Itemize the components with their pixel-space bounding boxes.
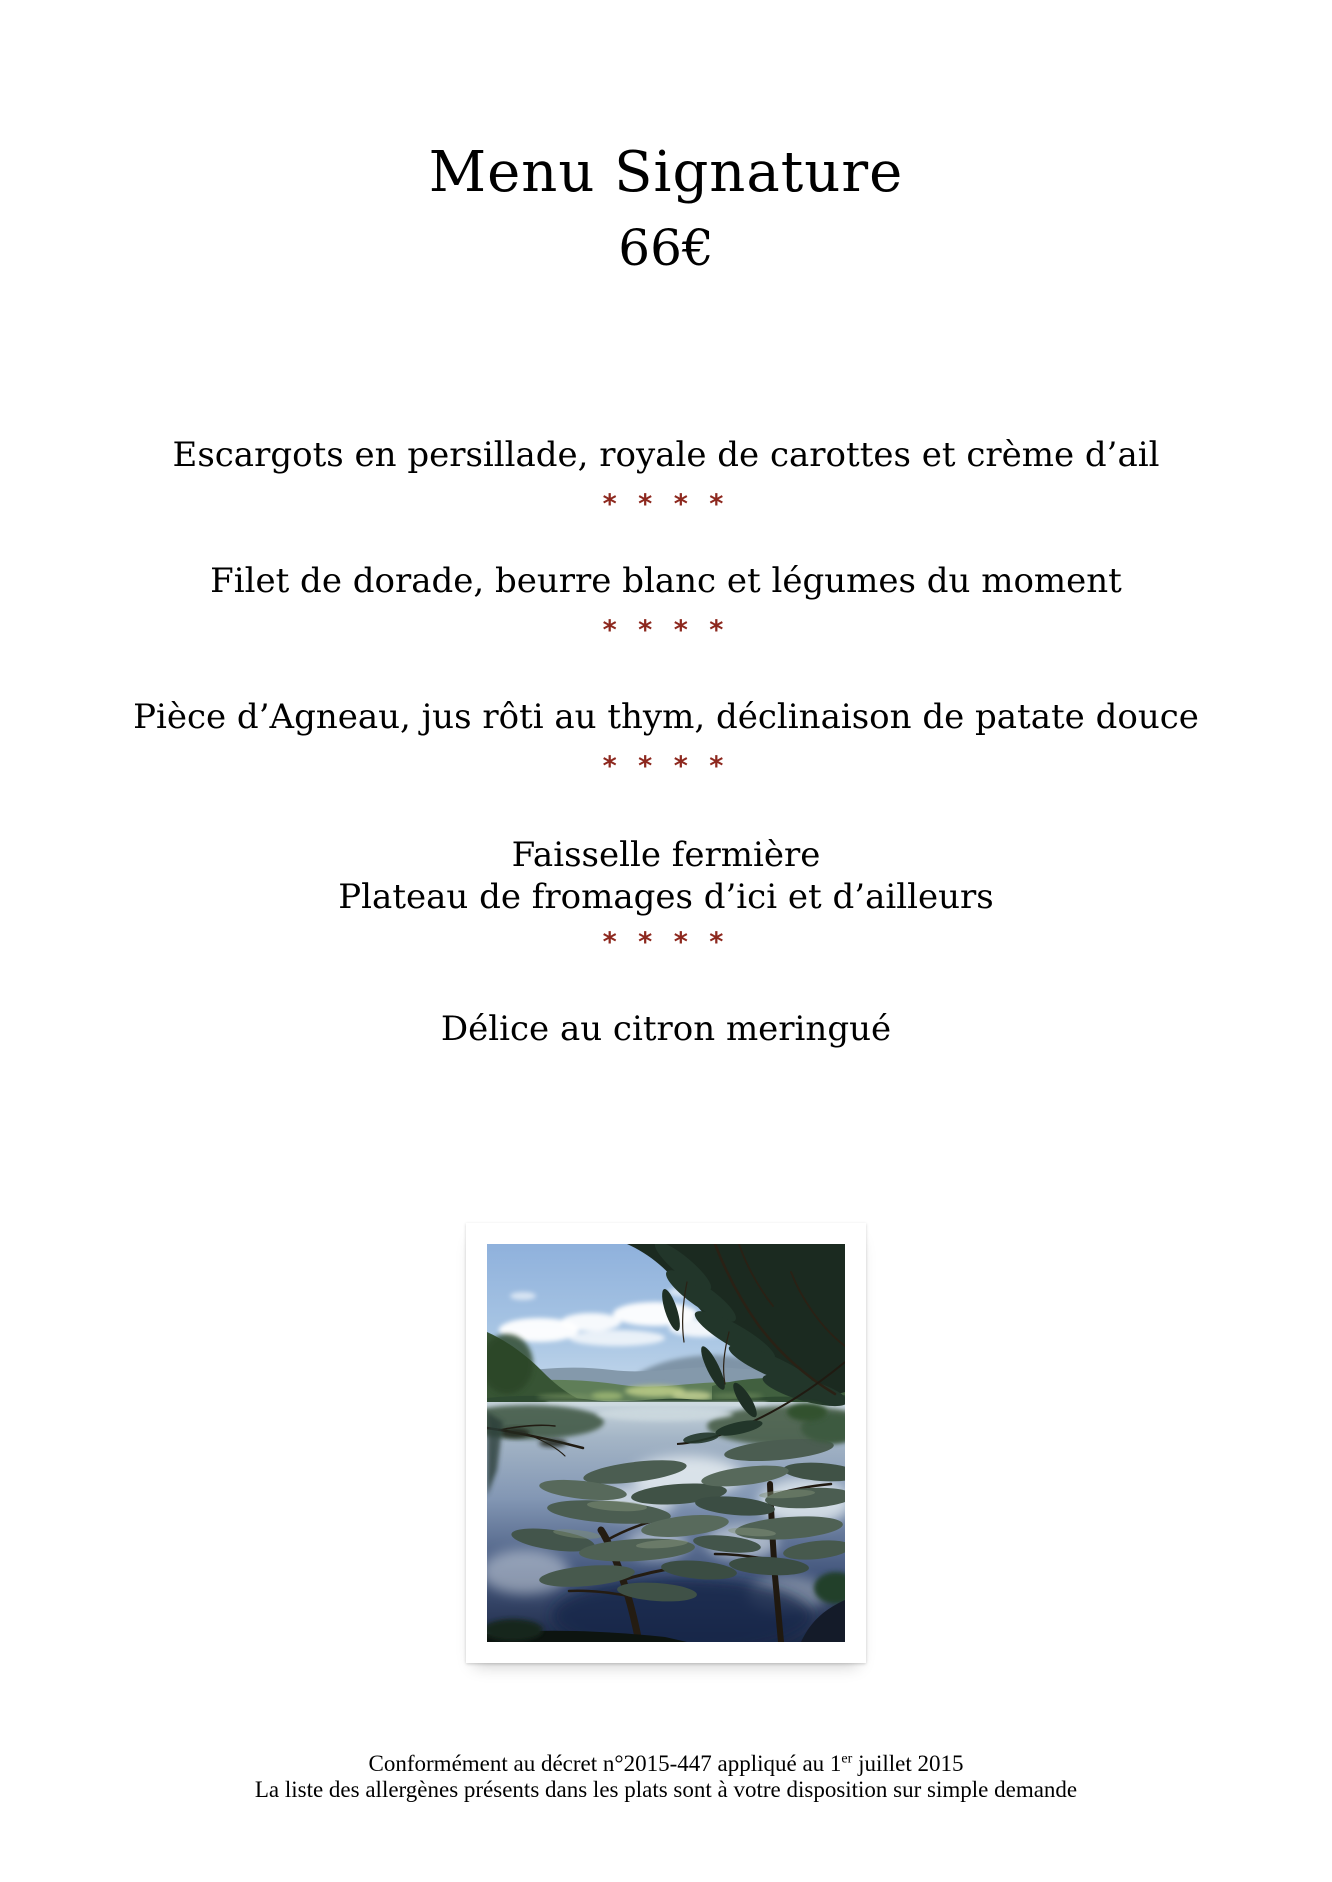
footer	[0, 1751, 1332, 1803]
course-dessert: Délice au citron meringué	[440, 1009, 892, 1049]
course-list	[0, 434, 1332, 1050]
course-cheese-line-1: Faisselle fermière	[511, 835, 821, 875]
menu-price: 66€	[618, 219, 714, 277]
course-separator: * * * *	[602, 751, 730, 782]
course-separator: * * * *	[602, 615, 730, 646]
course-meat: Pièce d’Agneau, jus rôti au thym, déclinaison de patate douce	[133, 697, 1199, 737]
course-separator: * * * *	[602, 489, 730, 520]
footer-ordinal-sup: er	[841, 1751, 853, 1767]
photo-frame	[466, 1223, 866, 1663]
footer-line-1	[0, 1751, 1332, 1777]
footer-line-2: La liste des allergènes présents dans les plats sont à votre disposition sur simple demande	[254, 1777, 1078, 1802]
footer-date-text: juillet 2015	[852, 1751, 964, 1776]
course-cheese-line-2: Plateau de fromages d’ici et d’ailleurs	[338, 877, 994, 917]
course-starter: Escargots en persillade, royale de carottes et crème d’ail	[172, 435, 1160, 475]
footer-decree-text: Conformément au décret n°2015-447 appliqué au 1	[368, 1751, 842, 1776]
menu-title: Menu Signature	[428, 140, 904, 205]
lake-photo	[487, 1244, 845, 1642]
course-separator: * * * *	[602, 927, 730, 958]
course-fish: Filet de dorade, beurre blanc et légumes du moment	[210, 561, 1122, 601]
